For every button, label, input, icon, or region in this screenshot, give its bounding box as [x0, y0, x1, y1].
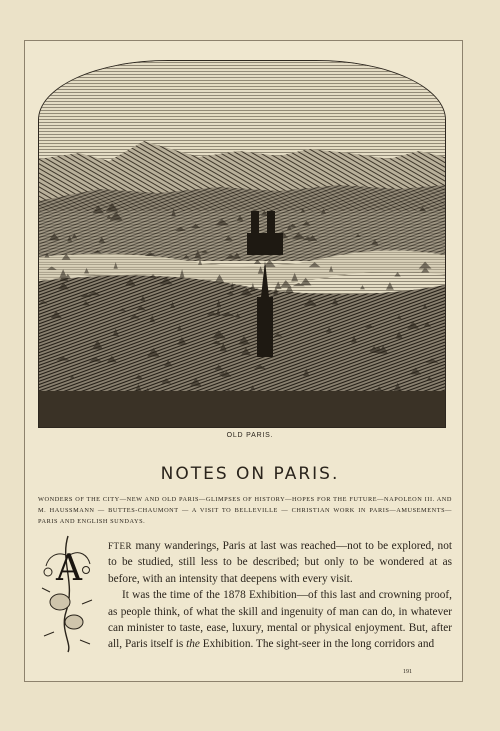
chapter-synopsis: WONDERS OF THE CITY—NEW AND OLD PARIS—GLIMPSES OF HISTORY—HOPES FOR THE FUTURE—NAPOLEON III. AND M. HAUSSMANN — BUTTES-CHAUMONT — A VISIT TO BELLEVILLE — CHRISTIAN WORK IN PARIS—AMUSEMENTS—PARIS AND ENGLISH SUNDAYS. [38, 496, 452, 525]
chapter-title: NOTES ON PARIS. [160, 464, 340, 484]
illustration-caption: OLD PARIS. [226, 432, 274, 439]
emphasis-the: the [186, 638, 200, 651]
page-number: 191 [403, 669, 412, 675]
far-city [39, 185, 445, 261]
paragraph-2-text-b: Exhibition. The sight-seer in the long corridors and [199, 638, 435, 651]
floral-drop-cap-ornament-icon [38, 532, 96, 654]
drop-cap: A [56, 548, 82, 589]
first-word-caps: FTER [108, 541, 133, 551]
paragraph-2 [108, 587, 452, 653]
paragraph-1-text: many wanderings, Paris at last was reached—not to be explored, not to be studied, still less to be described; but only to be wondered at as before, with an intensity that deepens with every visit. [108, 540, 452, 585]
foreground-wall [39, 391, 445, 427]
old-paris-engraving [38, 60, 446, 428]
body-text [108, 538, 452, 653]
paragraph-2-text-a: It was the time of the 1878 Exhibition—of this last and crowning proof, as people think, of what the skill and ingenuity of man can do, in whatever can minister to taste, ease, luxury, mental or physical enjoyment. But, after all, Paris itself is [108, 589, 452, 651]
paragraph-1 [108, 538, 452, 587]
